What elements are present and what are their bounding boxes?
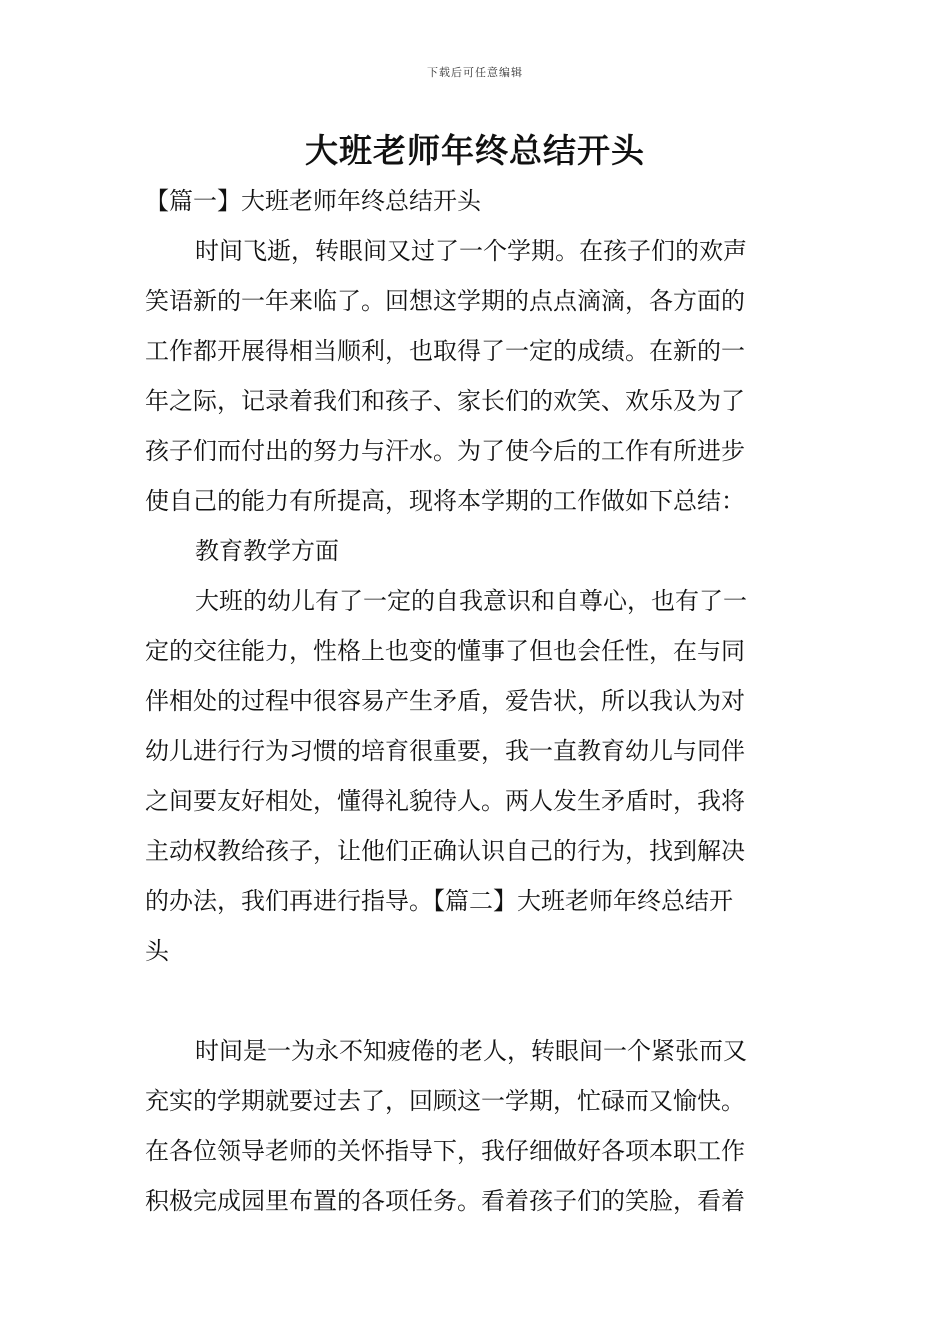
paragraph-line: 笑语新的一年来临了。回想这学期的点点滴滴，各方面的	[145, 287, 745, 315]
paragraph-line: 主动权教给孩子，让他们正确认识自己的行为，找到解决	[145, 837, 745, 865]
paragraph-line: 年之际，记录着我们和孩子、家长们的欢笑、欢乐及为了	[145, 387, 745, 415]
paragraph-line: 的办法，我们再进行指导。【篇二】大班老师年终总结开	[145, 887, 733, 915]
paragraph-line: 时间是一为永不知疲倦的老人，转眼间一个紧张而又	[195, 1037, 747, 1065]
paragraph-line: 充实的学期就要过去了，回顾这一学期，忙碌而又愉快。	[145, 1087, 745, 1115]
section-heading-1: 【篇一】大班老师年终总结开头	[145, 187, 481, 215]
paragraph-line: 孩子们而付出的努力与汗水。为了使今后的工作有所进步	[145, 437, 745, 465]
paragraph-line: 头	[145, 937, 169, 965]
paragraph-line: 在各位领导老师的关怀指导下，我仔细做好各项本职工作	[145, 1137, 745, 1165]
paragraph-line: 使自己的能力有所提高，现将本学期的工作做如下总结：	[145, 487, 745, 515]
document-title: 大班老师年终总结开头	[305, 131, 645, 170]
paragraph-line: 伴相处的过程中很容易产生矛盾，爱告状，所以我认为对	[145, 687, 745, 715]
document-body	[145, 176, 805, 1226]
paragraph-line: 之间要友好相处，懂得礼貌待人。两人发生矛盾时，我将	[145, 787, 745, 815]
paragraph-line: 大班的幼儿有了一定的自我意识和自尊心，也有了一	[195, 587, 747, 615]
paragraph-line: 积极完成园里布置的各项任务。看着孩子们的笑脸，看着	[145, 1187, 745, 1215]
paragraph-line: 工作都开展得相当顺利，也取得了一定的成绩。在新的一	[145, 337, 745, 365]
paragraph-line: 幼儿进行行为习惯的培育很重要，我一直教育幼儿与同伴	[145, 737, 745, 765]
header-note: 下载后可任意编辑	[427, 66, 523, 79]
paragraph-line: 时间飞逝，转眼间又过了一个学期。在孩子们的欢声	[195, 237, 747, 265]
subheading-education: 教育教学方面	[195, 537, 339, 565]
paragraph-line: 定的交往能力，性格上也变的懂事了但也会任性，在与同	[145, 637, 745, 665]
blank-line	[145, 976, 805, 1026]
